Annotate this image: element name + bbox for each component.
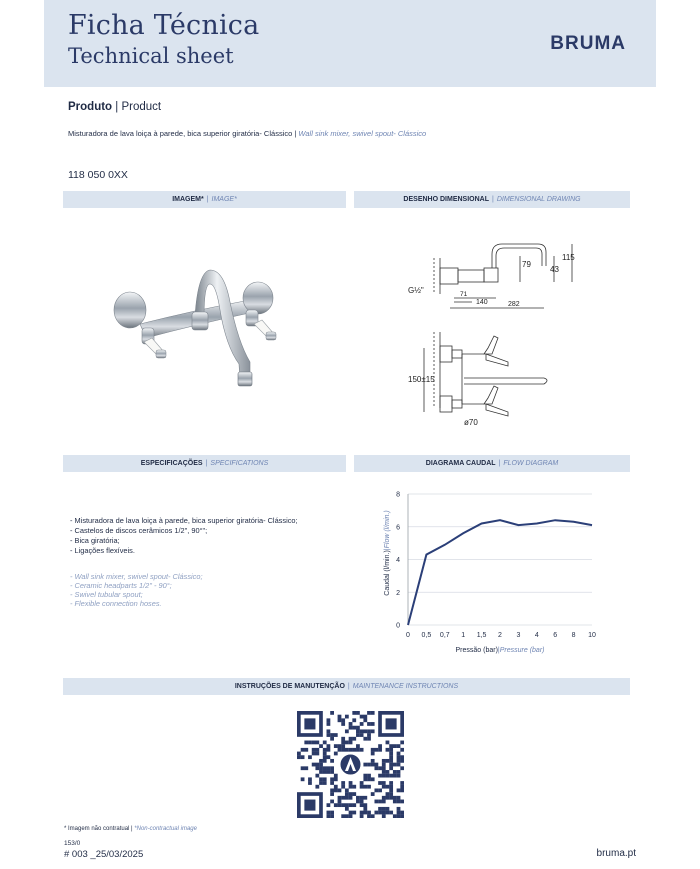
document-version: # 003 _25/03/2025 [64,849,144,860]
x-tick-label: 2 [498,632,502,639]
dim-79: 79 [522,260,531,269]
spec-pt-line: - Ligações flexíveis. [70,546,135,555]
specifications-en [70,572,203,608]
footnote [64,826,197,832]
header-banner [44,0,656,87]
section-maintenance-pt: INSTRUÇÕES DE MANUTENÇÃO [234,683,345,690]
section-image-en: IMAGE* [211,196,237,203]
x-tick-label: 0,7 [439,632,450,639]
y-axis-label [384,510,391,595]
dim-thread: G½" [408,286,424,295]
section-drawing-bar [354,191,630,208]
y-tick-label: 0 [396,622,400,630]
product-heading-en: Product [121,101,162,113]
dim-150: 150±15 [408,375,435,384]
product-heading [68,101,161,113]
spec-en-line: - Swivel tubular spout; [70,590,143,599]
website-link[interactable]: bruma.pt [596,848,636,859]
product-heading-pt: Produto [68,101,113,113]
section-specs-bar [63,455,346,472]
document-ref: 153/0 [64,840,81,847]
spec-en-line: - Wall sink mixer, swivel spout- Clássico; [70,572,203,581]
dim-71: 71 [460,291,468,298]
spec-pt-line: - Bica giratória; [70,536,120,545]
product-description [68,129,426,138]
document-subtitle: Technical sheet [68,44,234,68]
dim-140: 140 [476,299,488,306]
x-axis-label-en: Pressure (bar) [499,647,545,654]
x-tick-label: 8 [571,632,576,639]
spec-pt-line: - Misturadora de lava loiça à parede, bica superior giratória- Clássico; [70,516,298,525]
dimensional-drawing [404,232,594,432]
y-axis-label-en: Flow (l/min.) [384,510,391,549]
section-specs-en: SPECIFICATIONS [210,460,269,467]
y-tick-label: 2 [396,589,400,597]
spec-en-line: - Flexible connection hoses. [70,599,162,608]
section-maintenance-sep: | [347,683,350,690]
section-maintenance-en: MAINTENANCE INSTRUCTIONS [352,683,459,690]
x-tick-label: 1,5 [476,632,487,639]
x-tick-label: 1 [461,632,466,639]
footnote-sep: | [131,826,133,832]
brand-logo: BRUMA [550,33,626,54]
y-tick-label: 6 [396,524,400,532]
x-tick-label: 4 [534,632,539,639]
x-axis-label-pt: Pressão (bar) [455,647,498,654]
maintenance-qr-code[interactable] [297,711,404,818]
x-tick-label: 10 [588,632,596,639]
product-heading-sep: | [115,101,119,113]
section-flow-en: FLOW DIAGRAM [503,460,559,467]
y-tick-label: 4 [396,557,400,564]
section-image-sep: | [206,196,209,203]
footnote-pt: * Imagem não contratual [64,826,130,832]
section-flow-bar [354,455,630,472]
x-tick-label: 0,5 [421,632,432,639]
dim-43: 43 [550,265,559,274]
section-specs-pt: ESPECIFICAÇÕES [140,460,203,467]
section-flow-sep: | [498,460,501,467]
x-tick-label: 3 [516,632,521,639]
series-line [408,520,592,625]
y-axis-label-pt: Caudal (l/min.) [384,550,391,596]
product-description-en: Wall sink mixer, swivel spout- Clássico [298,129,427,138]
product-description-sep: | [294,129,297,138]
section-drawing-en: DIMENSIONAL DRAWING [496,196,581,203]
x-axis-label-sep: | [497,647,500,654]
section-drawing-pt: DESENHO DIMENSIONAL [403,196,489,203]
section-maintenance-bar [63,678,630,695]
spec-pt-line: - Castelos de discos cerâmicos 1/2", 90°"; [70,526,208,535]
y-tick-label: 8 [396,491,400,499]
qr-center-logo-icon [340,754,362,776]
section-specs-sep: | [205,460,208,467]
specifications-pt [70,516,298,556]
product-code: 118 050 0XX [68,169,128,181]
section-drawing-sep: | [491,196,494,203]
x-tick-label: 6 [553,632,558,639]
document-title: Ficha Técnica [68,10,260,41]
spec-en-line: - Ceramic headparts 1/2" - 90°; [70,581,172,590]
x-axis-label [456,647,545,654]
product-description-pt: Misturadora de lava loiça à parede, bica superior giratória- Clássico [68,129,293,138]
flow-chart [375,485,615,660]
x-tick-label: 0 [406,632,410,639]
section-image-bar [63,191,346,208]
y-axis-label-sep: | [384,548,391,551]
product-image [100,262,290,397]
section-image-pt: IMAGEM* [172,196,204,203]
section-flow-pt: DIAGRAMA CAUDAL [425,460,496,467]
dim-115: 115 [562,253,575,262]
dim-282: 282 [508,301,520,308]
dim-70: ø70 [464,418,478,427]
footnote-en: *Non-contractual image [134,826,197,832]
